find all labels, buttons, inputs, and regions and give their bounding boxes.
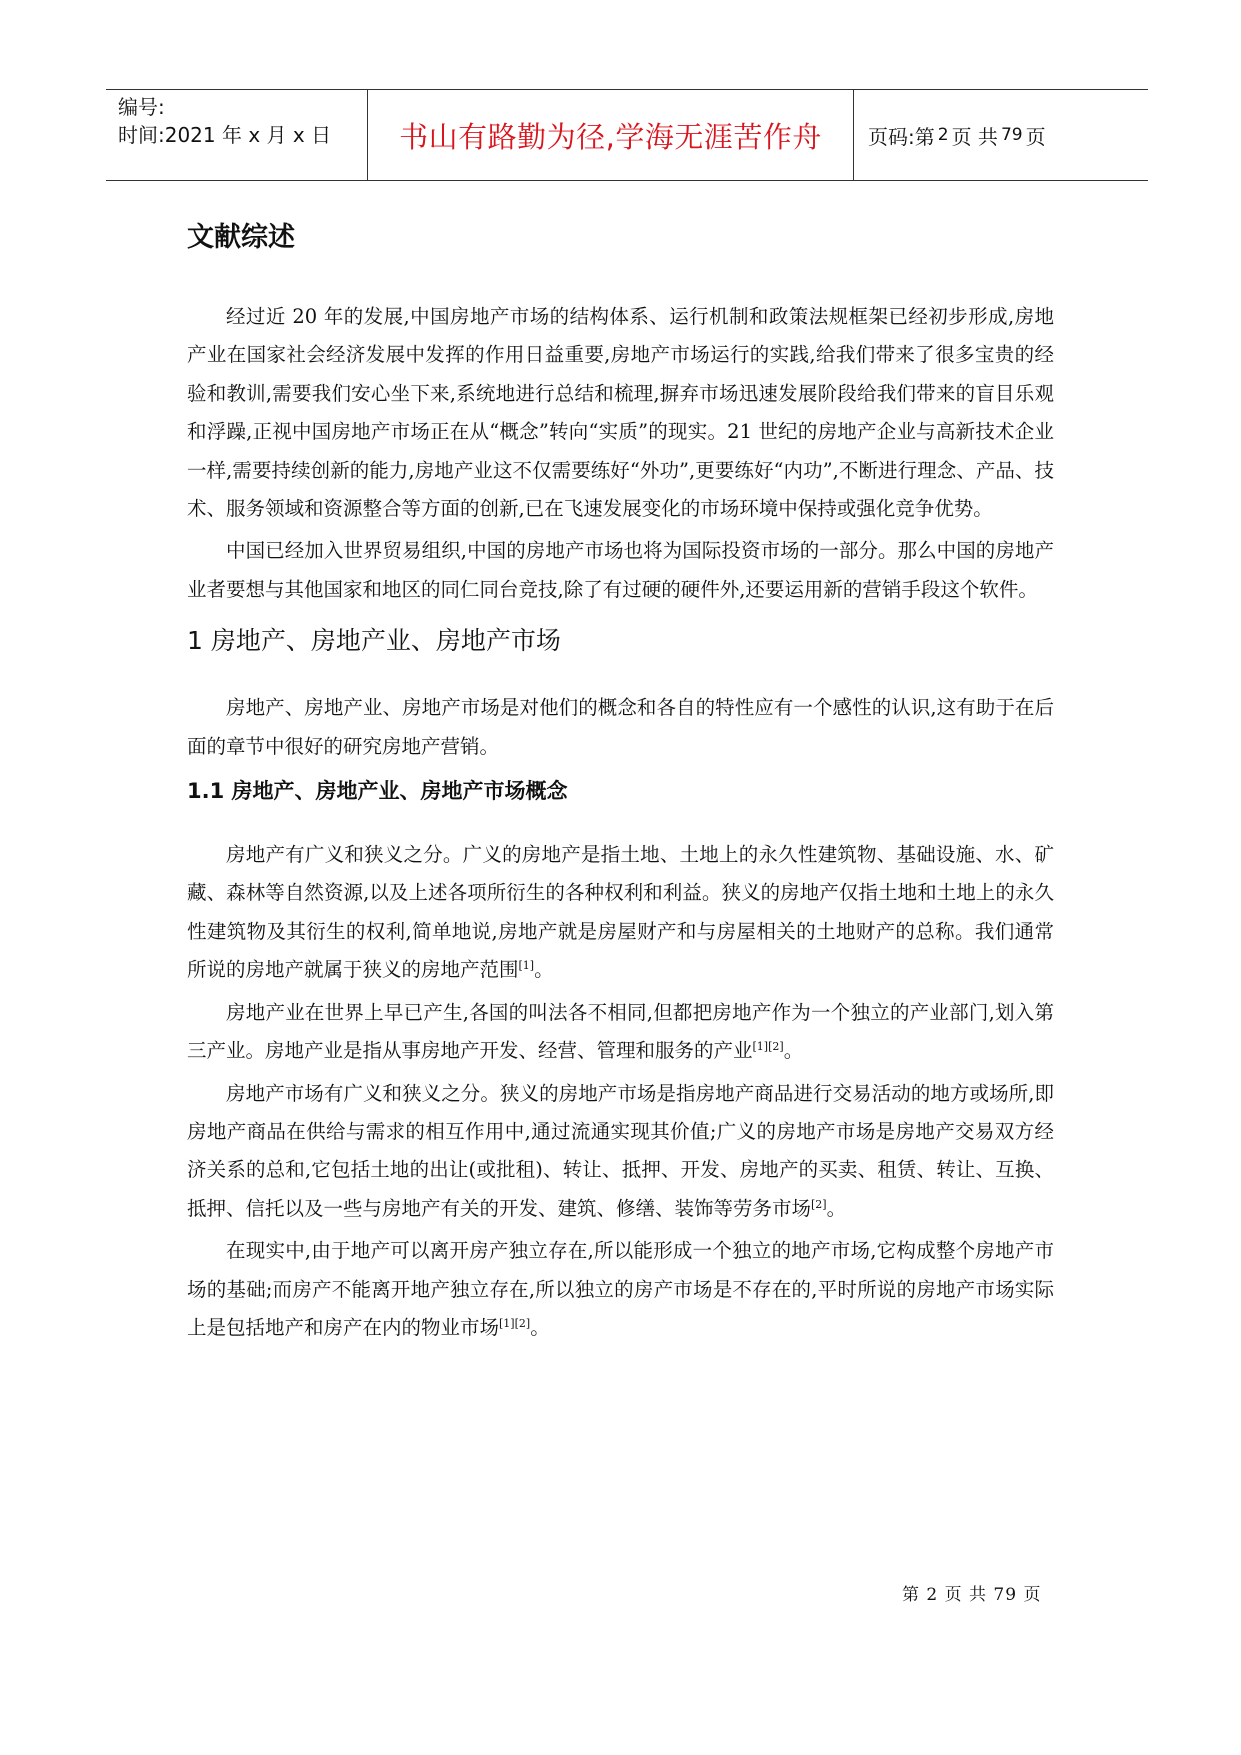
page-header — [106, 89, 1148, 181]
intro-paragraph-1: 经过近 20 年的发展,中国房地产市场的结构体系、运行机制和政策法规框架已经初步形成,房地产业在国家社会经济发展中发挥的作用日益重要,房地产市场运行的实践,给我们带来了很多宝贵的经验和教训,需要我们安心坐下来,系统地进行总结和梳理,摒弃市场迅速发展阶段给我们带来的盲目乐观和浮躁,正视中国房地产市场正在从“概念”转向“实质”的现实。21 世纪的房地产企业与高新技术企业一样,需要持续创新的能力,房地产业这不仅需要练好“外功”,更要练好“内功”,不断进行理念、产品、技术、服务领域和资源整合等方面的创新,已在飞速发展变化的市场环境中保持或强化竞争优势。 — [187, 305, 1054, 521]
market-reality-paragraph — [187, 1232, 1054, 1347]
paragraph-text: 在现实中,由于地产可以离开房产独立存在,所以能形成一个独立的地产市场,它构成整个房地产市场的基础;而房产不能离开地产独立存在,所以独立的房产市场是不存在的,平时所说的房地产市场实际上是包括地产和房产在内的物业市场 — [187, 1239, 1054, 1339]
paragraph-text: 房地产市场有广义和狭义之分。狭义的房地产市场是指房地产商品进行交易活动的地方或场所,即房地产商品在供给与需求的相互作用中,通过流通实现其价值;广义的房地产市场是房地产交易双方经济关系的总和,它包括土地的出让(或批租)、转让、抵押、开发、房地产的买卖、租赁、转让、互换、抵押、信托以及一些与房地产有关的开发、建筑、修缮、装饰等劳务市场 — [187, 1081, 1054, 1220]
subsection-1-1-heading: 1.1 房地产、房地产业、房地产市场概念 — [187, 779, 568, 804]
page-suffix: 页 — [1025, 124, 1046, 149]
document-time: 时间:2021 年 x 月 x 日 — [118, 123, 332, 147]
citation-ref[interactable]: [1][2] — [752, 1040, 784, 1054]
page-footer: 第 2 页 共 79 页 — [902, 1585, 1042, 1605]
document-body — [187, 200, 1054, 1351]
page-current: 2 — [937, 125, 949, 145]
paragraph-end: 。 — [534, 958, 554, 982]
page-title: 文献综述 — [187, 222, 295, 253]
paragraph-end: 。 — [826, 1196, 847, 1220]
section-1-heading: 1 房地产、房地产业、房地产市场 — [187, 626, 561, 656]
paragraph-text: 房地产业在世界上早已产生,各国的叫法各不相同,但都把房地产作为一个独立的产业部门,划入第三产业。房地产业是指从事房地产开发、经营、管理和服务的产业 — [187, 1000, 1054, 1063]
header-motto: 书山有路勤为径,学海无涯苦作舟 — [368, 90, 854, 180]
real-estate-definition-paragraph — [187, 836, 1054, 990]
page-label: 页码:第 — [868, 124, 935, 149]
document-number-label: 编号: — [118, 95, 165, 119]
market-definition-paragraph — [187, 1075, 1054, 1229]
paragraph-text: 房地产有广义和狭义之分。广义的房地产是指土地、土地上的永久性建筑物、基础设施、水、矿藏、森林等自然资源,以及上述各项所衍生的各种权利和利益。狭义的房地产仅指土地和土地上的永久性建筑物及其衍生的权利,简单地说,房地产就是房屋财产和与房屋相关的土地财产的总称。我们通常所说的房地产就属于狭义的房地产范围 — [187, 843, 1054, 982]
citation-ref[interactable]: [2] — [811, 1197, 827, 1211]
page-total: 79 — [1000, 125, 1023, 145]
section-1-paragraph: 房地产、房地产业、房地产市场是对他们的概念和各自的特性应有一个感性的认识,这有助于在后面的章节中很好的研究房地产营销。 — [187, 696, 1054, 758]
header-page-indicator — [854, 90, 1148, 180]
citation-ref[interactable]: [1] — [518, 959, 535, 973]
citation-ref[interactable]: [1][2] — [499, 1316, 531, 1330]
page-mid-label: 页 共 — [951, 124, 998, 149]
intro-paragraph-2: 中国已经加入世界贸易组织,中国的房地产市场也将为国际投资市场的一部分。那么中国的房地产业者要想与其他国家和地区的同仁同台竞技,除了有过硬的硬件外,还要运用新的营销手段这个软件。 — [187, 539, 1054, 601]
paragraph-end: 。 — [783, 1039, 804, 1063]
industry-definition-paragraph — [187, 994, 1054, 1071]
paragraph-end: 。 — [530, 1315, 550, 1339]
header-left-cell — [106, 90, 368, 180]
